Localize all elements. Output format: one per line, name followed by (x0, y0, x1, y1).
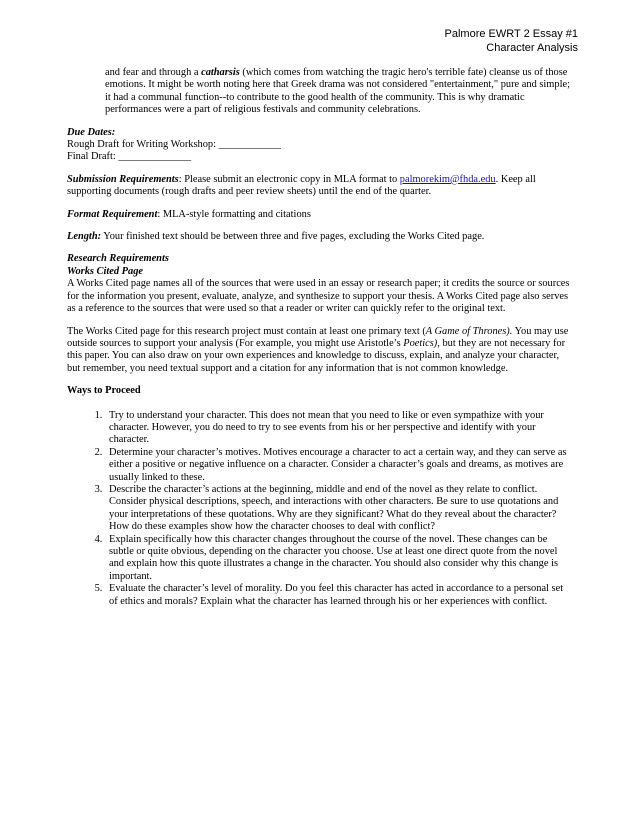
quote-text-2: (which comes from watching the tragic hero's terrible fate) cleanse us of those emotions. It might be worth noting here that Greek drama was not considered "entertainment," pure and simple; it had a communal function--to contribute to the good health of the community. This is why dramatic performances were a part of religious festivals and community celebrations. (105, 67, 570, 116)
research-title: Research Requirements (67, 253, 169, 265)
submission-requirements (67, 174, 570, 199)
header-line-2: Character Analysis (486, 42, 578, 54)
submission-text-1: Please submit an electronic copy in MLA format to (181, 173, 400, 185)
document-body (67, 67, 570, 608)
length-label: Length: (67, 231, 102, 243)
list-item: 2. Determine your character’s motives. Motives encourage a character to act a certain way, and they can serve as either a positive or negative influence on a character. Consider a character’s goals and dreams, as motives are usually linked to these. (105, 447, 570, 484)
format-requirement (67, 209, 570, 221)
block-quote (105, 67, 570, 117)
due-dates-section (67, 127, 570, 164)
research-section (67, 253, 570, 375)
list-item: 5. Evaluate the character’s level of morality. Do you feel this character has acted in accordance to a personal set of ethics and morals? Explain what the character has learned through his or her experiences with conflict. (105, 583, 570, 608)
email-link[interactable]: palmorekim@fhda.edu (399, 173, 496, 185)
list-item: 4. Explain specifically how this character changes throughout the course of the novel. These changes can be subtle or quite obvious, depending on the character you choose. Use at least one direct quote from the novel and explain how this quote illustrates a change in the character. You should also consider why this change is important. (105, 534, 570, 584)
page-header (445, 27, 578, 55)
primary-text-title: A Game of Thrones). (425, 325, 513, 337)
list-item: 3. Describe the character’s actions at the beginning, middle and end of the novel as they relate to conflict. Consider physical descriptions, speech, and interactions with other characters. Be sure to use quotations and your interpretations of these quotations. Why are they significant? What do they reveal about the character? How do these examples show how the character chooses to deal with conflict? (105, 484, 570, 534)
para2-text-c: but they are not necessary for this paper. You can also draw on your own experiences and knowledge to discuss, explain, and analyze your character, but remember, you need textual support and a citation for any information that is not common knowledge. (67, 337, 566, 374)
ways-title: Ways to Proceed (67, 385, 141, 397)
due-dates-title: Due Dates: (67, 126, 116, 138)
works-cited-paragraph-2 (67, 326, 570, 376)
ways-section (67, 385, 570, 608)
header-line-1: Palmore EWRT 2 Essay #1 (444, 28, 578, 40)
works-cited-subtitle: Works Cited Page (67, 265, 144, 277)
format-text: : MLA-style formatting and citations (157, 208, 311, 220)
para2-text-b: You may use outside sources to support your analysis (For example, you might use Aristotle’s (67, 325, 569, 349)
submission-colon: : (178, 173, 182, 185)
rough-draft-line: Rough Draft for Writing Workshop: ____________ (67, 139, 281, 151)
length-requirement (67, 231, 570, 243)
works-cited-paragraph-1: A Works Cited page names all of the sources that were used in an essay or research paper; it credits the source or sources for the information you present, evaluate, analyze, and synthesize to support your thesis. A Works Cited page also serves as a reference to the sources that were used so that a reader or writer can quickly refer to the original text. (67, 278, 570, 315)
poetics-title: Poetics), (403, 337, 440, 349)
catharsis-term: catharsis (201, 67, 240, 78)
list-item: 1. Try to understand your character. This does not mean that you need to like or even sympathize with your character. However, you do need to try to see events from his or her perspective and identify with your character. (105, 410, 570, 447)
submission-label: Submission Requirements (67, 173, 179, 185)
quote-text-1: and fear and through a (105, 67, 202, 78)
submission-text-2: . Keep all supporting documents (rough drafts and peer review sheets) until the end of the quarter. (67, 173, 536, 198)
ways-list (67, 410, 570, 609)
para2-text-a: The Works Cited page for this research project must contain at least one primary text ( (67, 325, 426, 337)
format-label: Format Requirement (67, 208, 158, 220)
final-draft-line: Final Draft: ______________ (67, 151, 192, 163)
length-text: Your finished text should be between three and five pages, excluding the Works Cited page. (101, 231, 485, 243)
